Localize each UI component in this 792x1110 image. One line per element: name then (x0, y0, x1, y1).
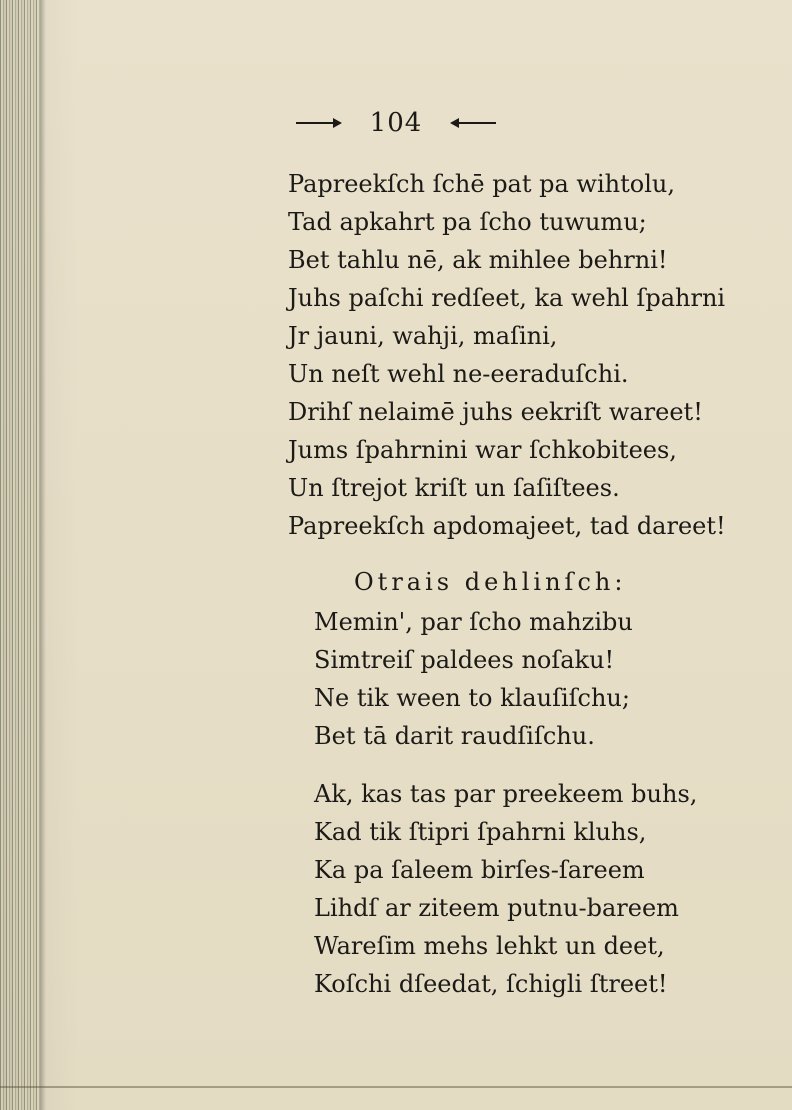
poem-line: Papreekſch apdomajeet, tad dareet! (288, 512, 726, 540)
poem-line: Jums ſpahrnini war ſchkobitees, (288, 436, 677, 464)
poem-line: Memin', par ſcho mahzibu (314, 608, 633, 636)
poem-line: Tad apkahrt pa ſcho tuwumu; (288, 208, 647, 236)
poem-line: Jr jauni, wahji, maſini, (288, 322, 558, 350)
poem-line: Lihdſ ar ziteem putnu-bareem (314, 894, 679, 922)
poem-line: Bet tā darit raudſiſchu. (314, 722, 595, 750)
poem-line: Wareſim mehs lehkt un deet, (314, 932, 665, 960)
poem-line: Ak, kas tas par preekeem buhs, (314, 780, 698, 808)
poem-line: Juhs paſchi redſeet, ka wehl ſpahrni (288, 284, 726, 312)
poem-line: Drihſ nelaimē juhs eekriſt wareet! (288, 398, 703, 426)
poem-line: Koſchi dſeedat, ſchigli ſtreet! (314, 970, 668, 998)
page-number: 104 (369, 108, 423, 138)
poem-line: Kad tik ſtipri ſpahrni kluhs, (314, 818, 647, 846)
poem-line: Ne tik ween to klauſiſchu; (314, 684, 630, 712)
poem-line: Bet tahlu nē, ak mihlee behrni! (288, 246, 668, 274)
poem-line: Un neſt wehl ne-eeraduſchi. (288, 360, 629, 388)
poem-line: Ka pa ſaleem birſes-ſareem (314, 856, 645, 884)
poem-line: Un ſtrejot kriſt un ſaſiſtees. (288, 474, 620, 502)
poem-line: Papreekſch ſchē pat pa wihtolu, (288, 170, 675, 198)
section-heading: Otrais dehlinſch: (354, 568, 627, 596)
poem-line: Simtreiſ paldees noſaku! (314, 646, 615, 674)
